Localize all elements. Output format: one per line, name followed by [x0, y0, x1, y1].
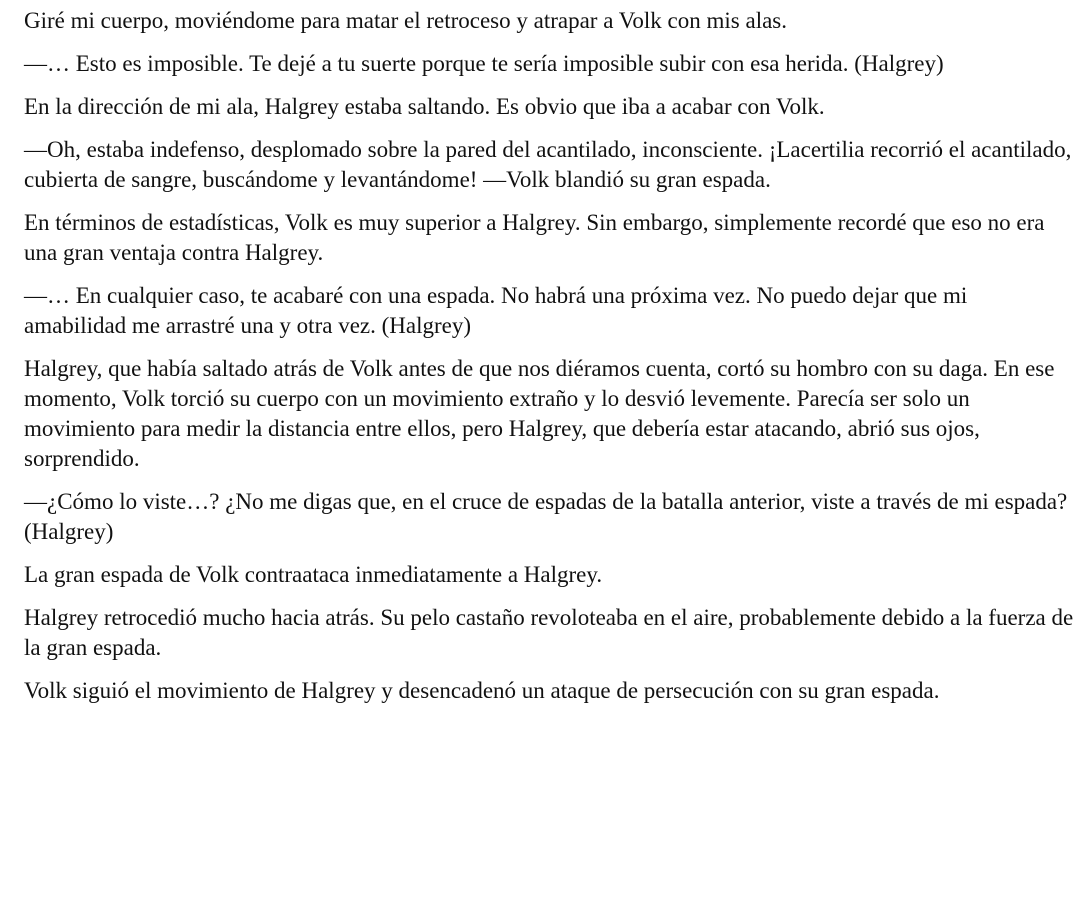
- paragraph-2: —… Esto es imposible. Te dejé a tu suerte porque te sería imposible subir con esa herida. (Halgrey): [24, 51, 944, 76]
- paragraph-8: —¿Cómo lo viste…? ¿No me digas que, en el cruce de espadas de la batalla anterior, viste a través de mi espada? (Halgrey): [24, 489, 1068, 544]
- paragraph-4: —Oh, estaba indefenso, desplomado sobre la pared del acantilado, inconsciente. ¡Lacertilia recorrió el acantilado, cubierta de sangre, buscándome y levantándome! —Volk blandió su gran espada.: [24, 137, 1072, 192]
- paragraph-1: Giré mi cuerpo, moviéndome para matar el retroceso y atrapar a Volk con mis alas.: [24, 8, 787, 33]
- paragraph-6: —… En cualquier caso, te acabaré con una espada. No habrá una próxima vez. No puedo dejar que mi amabilidad me arrastré una y otra vez. (Halgrey): [24, 283, 968, 338]
- paragraph-5: En términos de estadísticas, Volk es muy superior a Halgrey. Sin embargo, simplemente recordé que eso no era una gran ventaja contra Halgrey.: [24, 210, 1045, 265]
- paragraph-10: Halgrey retrocedió mucho hacia atrás. Su pelo castaño revoloteaba en el aire, probablemente debido a la fuerza de la gran espada.: [24, 605, 1074, 660]
- paragraph-7: Halgrey, que había saltado atrás de Volk antes de que nos diéramos cuenta, cortó su hombro con su daga. En ese momento, Volk torció su cuerpo con un movimiento extraño y lo desvió levemente. Parecía ser solo un movimiento para medir la distancia entre ellos, pero Halgrey, que debería estar atacando, abrió sus ojos, sorprendido.: [24, 356, 1055, 471]
- document-page: [24, 6, 1074, 719]
- paragraph-9: La gran espada de Volk contraataca inmediatamente a Halgrey.: [24, 562, 603, 587]
- paragraph-3: En la dirección de mi ala, Halgrey estaba saltando. Es obvio que iba a acabar con Volk.: [24, 94, 825, 119]
- paragraph-11: Volk siguió el movimiento de Halgrey y desencadenó un ataque de persecución con su gran espada.: [24, 678, 940, 703]
